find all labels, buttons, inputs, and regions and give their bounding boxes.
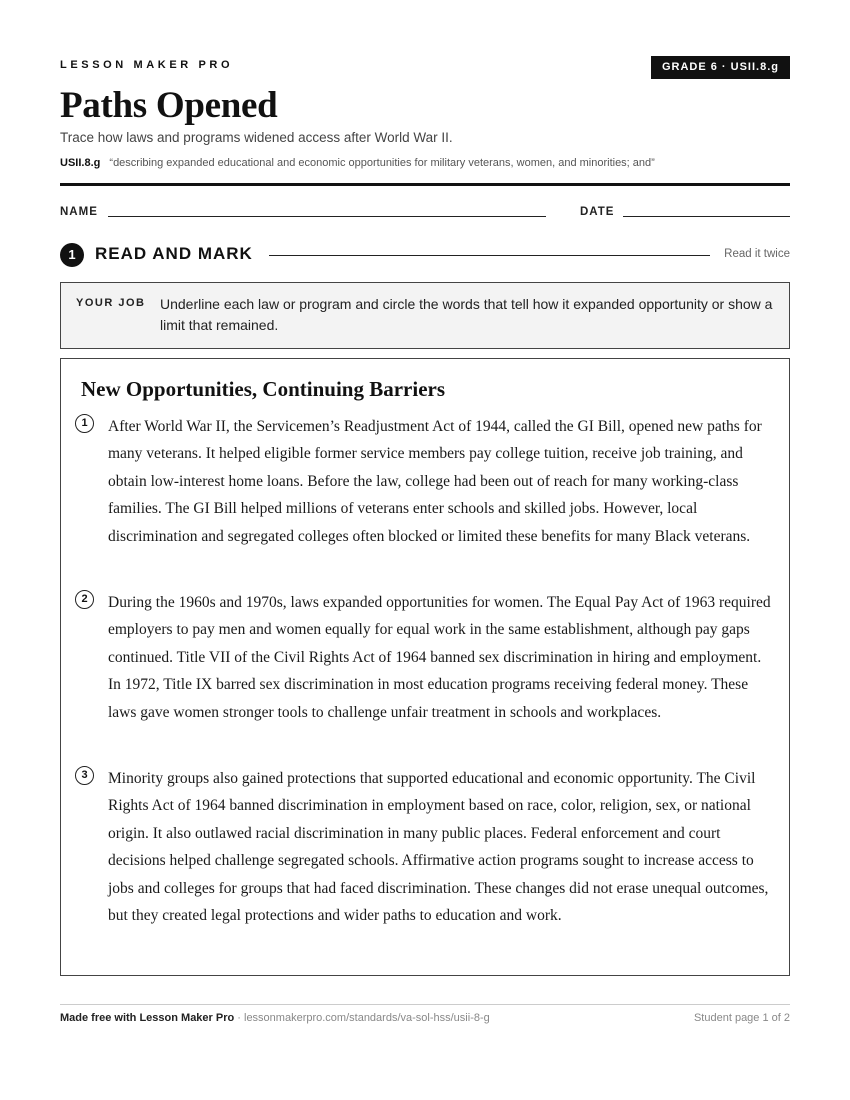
reading-title: New Opportunities, Continuing Barriers	[81, 377, 446, 401]
top-bar	[60, 56, 790, 80]
paragraph-number: 2	[75, 590, 94, 609]
footer-divider	[60, 1004, 790, 1005]
standard-line	[60, 157, 655, 169]
paragraph-number: 1	[75, 414, 94, 433]
standard-code: USII.8.g	[60, 157, 101, 169]
your-job-box	[60, 282, 790, 349]
footer-credit	[60, 1012, 490, 1024]
standard-text: “describing expanded educational and economic opportunities for military veterans, women, and minorities; and”	[109, 157, 655, 169]
footer-made-with: Made free with Lesson Maker Pro	[60, 1012, 235, 1024]
page-subtitle: Trace how laws and programs widened access after World War II.	[60, 130, 453, 145]
page-number: Student page 1 of 2	[693, 1012, 790, 1024]
date-label: DATE	[580, 206, 615, 218]
grade-badge: GRADE 6 · USII.8.g	[651, 56, 790, 79]
reading-passage-box	[60, 358, 790, 976]
footer-url[interactable]: · lessonmakerpro.com/standards/va-sol-hss/usii-8-g	[234, 1012, 490, 1024]
section-note: Read it twice	[724, 248, 790, 260]
paragraph-number: 3	[75, 766, 94, 785]
name-label: NAME	[60, 206, 98, 218]
paragraph-text: Minority groups also gained protections that supported educational and economic opportunity. The Civil Rights Act of 1964 banned discrimination in employment based on race, color, religion, sex, or national origin. It also outlawed racial discrimination in many public places. Federal enforcement and court decisions helped challenge segregated schools. Affirmative action programs sought to increase access to jobs and colleges for groups that had faced discrimination. These changes did not erase unequal outcomes, but they created legal protections and wider paths to education and work.	[108, 770, 769, 925]
header-divider	[60, 183, 790, 186]
paragraph-text: After World War II, the Servicemen’s Readjustment Act of 1944, called the GI Bill, opened new paths for many veterans. It helped eligible former service members pay college tuition, receive job training, and obtain low-interest home loans. Before the law, college had been out of reach for many working-class families. The GI Bill helped millions of veterans enter schools and skilled jobs. However, local discrimination and segregated colleges often blocked or limited these benefits for many Black veterans.	[108, 418, 762, 545]
job-instructions: Underline each law or program and circle the words that tell how it expanded opportunity or show a limit that remained.	[160, 296, 773, 333]
section-divider	[269, 255, 710, 256]
job-label: YOUR JOB	[76, 297, 146, 309]
section-number-badge: 1	[60, 243, 84, 267]
page-title: Paths Opened	[60, 85, 278, 126]
section-header	[60, 242, 790, 268]
name-field[interactable]	[108, 216, 546, 217]
name-date-row	[60, 204, 790, 224]
brand-name: LESSON MAKER PRO	[60, 59, 234, 71]
section-title: READ AND MARK	[95, 244, 253, 263]
paragraph-text: During the 1960s and 1970s, laws expanded opportunities for women. The Equal Pay Act of 1963 required employers to pay men and women equally for equal work in the same establishment, although pay gaps continued. Title VII of the Civil Rights Act of 1964 banned sex discrimination in hiring and employment. In 1972, Title IX barred sex discrimination in most education programs receiving federal money. These laws gave women stronger tools to challenge unfair treatment in schools and workplaces.	[108, 594, 771, 721]
date-field[interactable]	[623, 216, 790, 217]
